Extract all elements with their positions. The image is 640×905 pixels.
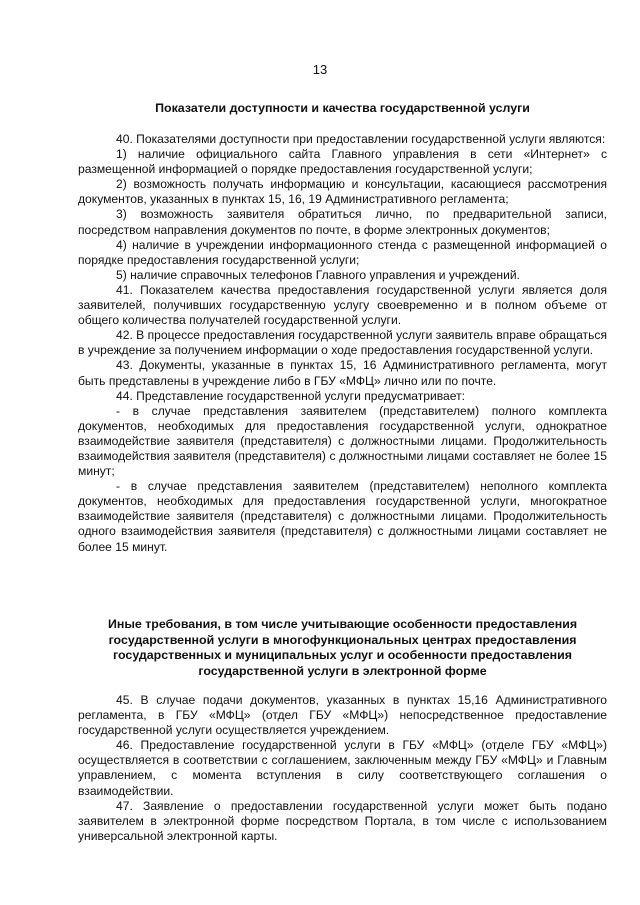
section-heading-other-requirements: Иные требования, в том числе учитывающие особенности предоставления государственной услуги в многофункциональных центрах предоставления государственных и муниципальных услуг и особенности предоставления государственной услуги в электронной форме (107, 617, 578, 678)
page-number: 13 (312, 62, 328, 77)
paragraph: 43. Документы, указанные в пунктах 15, 16 Административного регламента, могут быть представлены в учреждение либо в ГБУ «МФЦ» лично или по почте. (78, 358, 607, 388)
paragraph: 47. Заявление о предоставлении государственной услуги может быть подано заявителем в электронной форме посредством Портала, в том числе с использованием универсальной электронной карты. (78, 798, 607, 843)
paragraph: - в случае представления заявителем (представителем) неполного комплекта документов, необходимых для предоставления государственной услуги, многократное взаимодействие заявителя (представителя) с должностными лицами. Продолжительность одного взаимодействия заявителя (представителя) с должностными лицами составляет не более 15 минут. (78, 479, 607, 554)
paragraph: 45. В случае подачи документов, указанных в пунктах 15,16 Административного регламента, в ГБУ «МФЦ» (отдел ГБУ «МФЦ») непосредственное предоставление государственной услуги осуществляется учреждением. (78, 693, 607, 738)
paragraph: 5) наличие справочных телефонов Главного управления и учреждений. (116, 267, 520, 282)
section-heading-accessibility: Показатели доступности и качества государственной услуги (155, 101, 530, 115)
paragraph: 46. Предоставление государственной услуги в ГБУ «МФЦ» (отделе ГБУ «МФЦ») осуществляется в соответствии с соглашением, заключенным между ГБУ «МФЦ» и Главным управлением, с момента вступления в силу соответствующего соглашения о взаимодействии. (78, 738, 607, 798)
paragraph: 44. Представление государственной услуги предусматривает: (116, 388, 465, 403)
paragraph: 40. Показателями доступности при предоставлении государственной услуги являются: (116, 132, 606, 146)
paragraph: 41. Показателем качества предоставления государственной услуги является доля заявителей, получивших государственную услугу своевременно и в полном объеме от общего количества получателей государственной услуги. (78, 282, 607, 328)
paragraph: 3) возможность заявителя обратиться лично, по предварительной записи, посредством направления документов по почте, в форме электронных документов; (78, 207, 607, 237)
paragraph: 1) наличие официального сайта Главного управления в сети «Интернет» с размещенной информацией о порядке предоставления государственной услуги; (78, 147, 607, 177)
paragraph: 42. В процессе предоставления государственной услуги заявитель вправе обращаться в учреждение за получением информации о ходе предоставления государственной услуги. (78, 328, 607, 358)
paragraph: - в случае представления заявителем (представителем) полного комплекта документов, необходимых для предоставления государственной услуги, однократное взаимодействие заявителя (представителя) с должностными лицами. Продолжительность взаимодействия заявителя (представителя) с должностными лицами составляет не более 15 минут; (78, 403, 607, 479)
section-body-other-requirements (78, 693, 607, 844)
paragraph: 4) наличие в учреждении информационного стенда с размещенной информацией о порядке предоставления государственной услуги; (78, 237, 607, 267)
section-body-accessibility (78, 132, 607, 555)
paragraph: 2) возможность получать информацию и консультации, касающиеся рассмотрения документов, указанных в пунктах 15, 16, 19 Административного регламента; (78, 177, 607, 207)
